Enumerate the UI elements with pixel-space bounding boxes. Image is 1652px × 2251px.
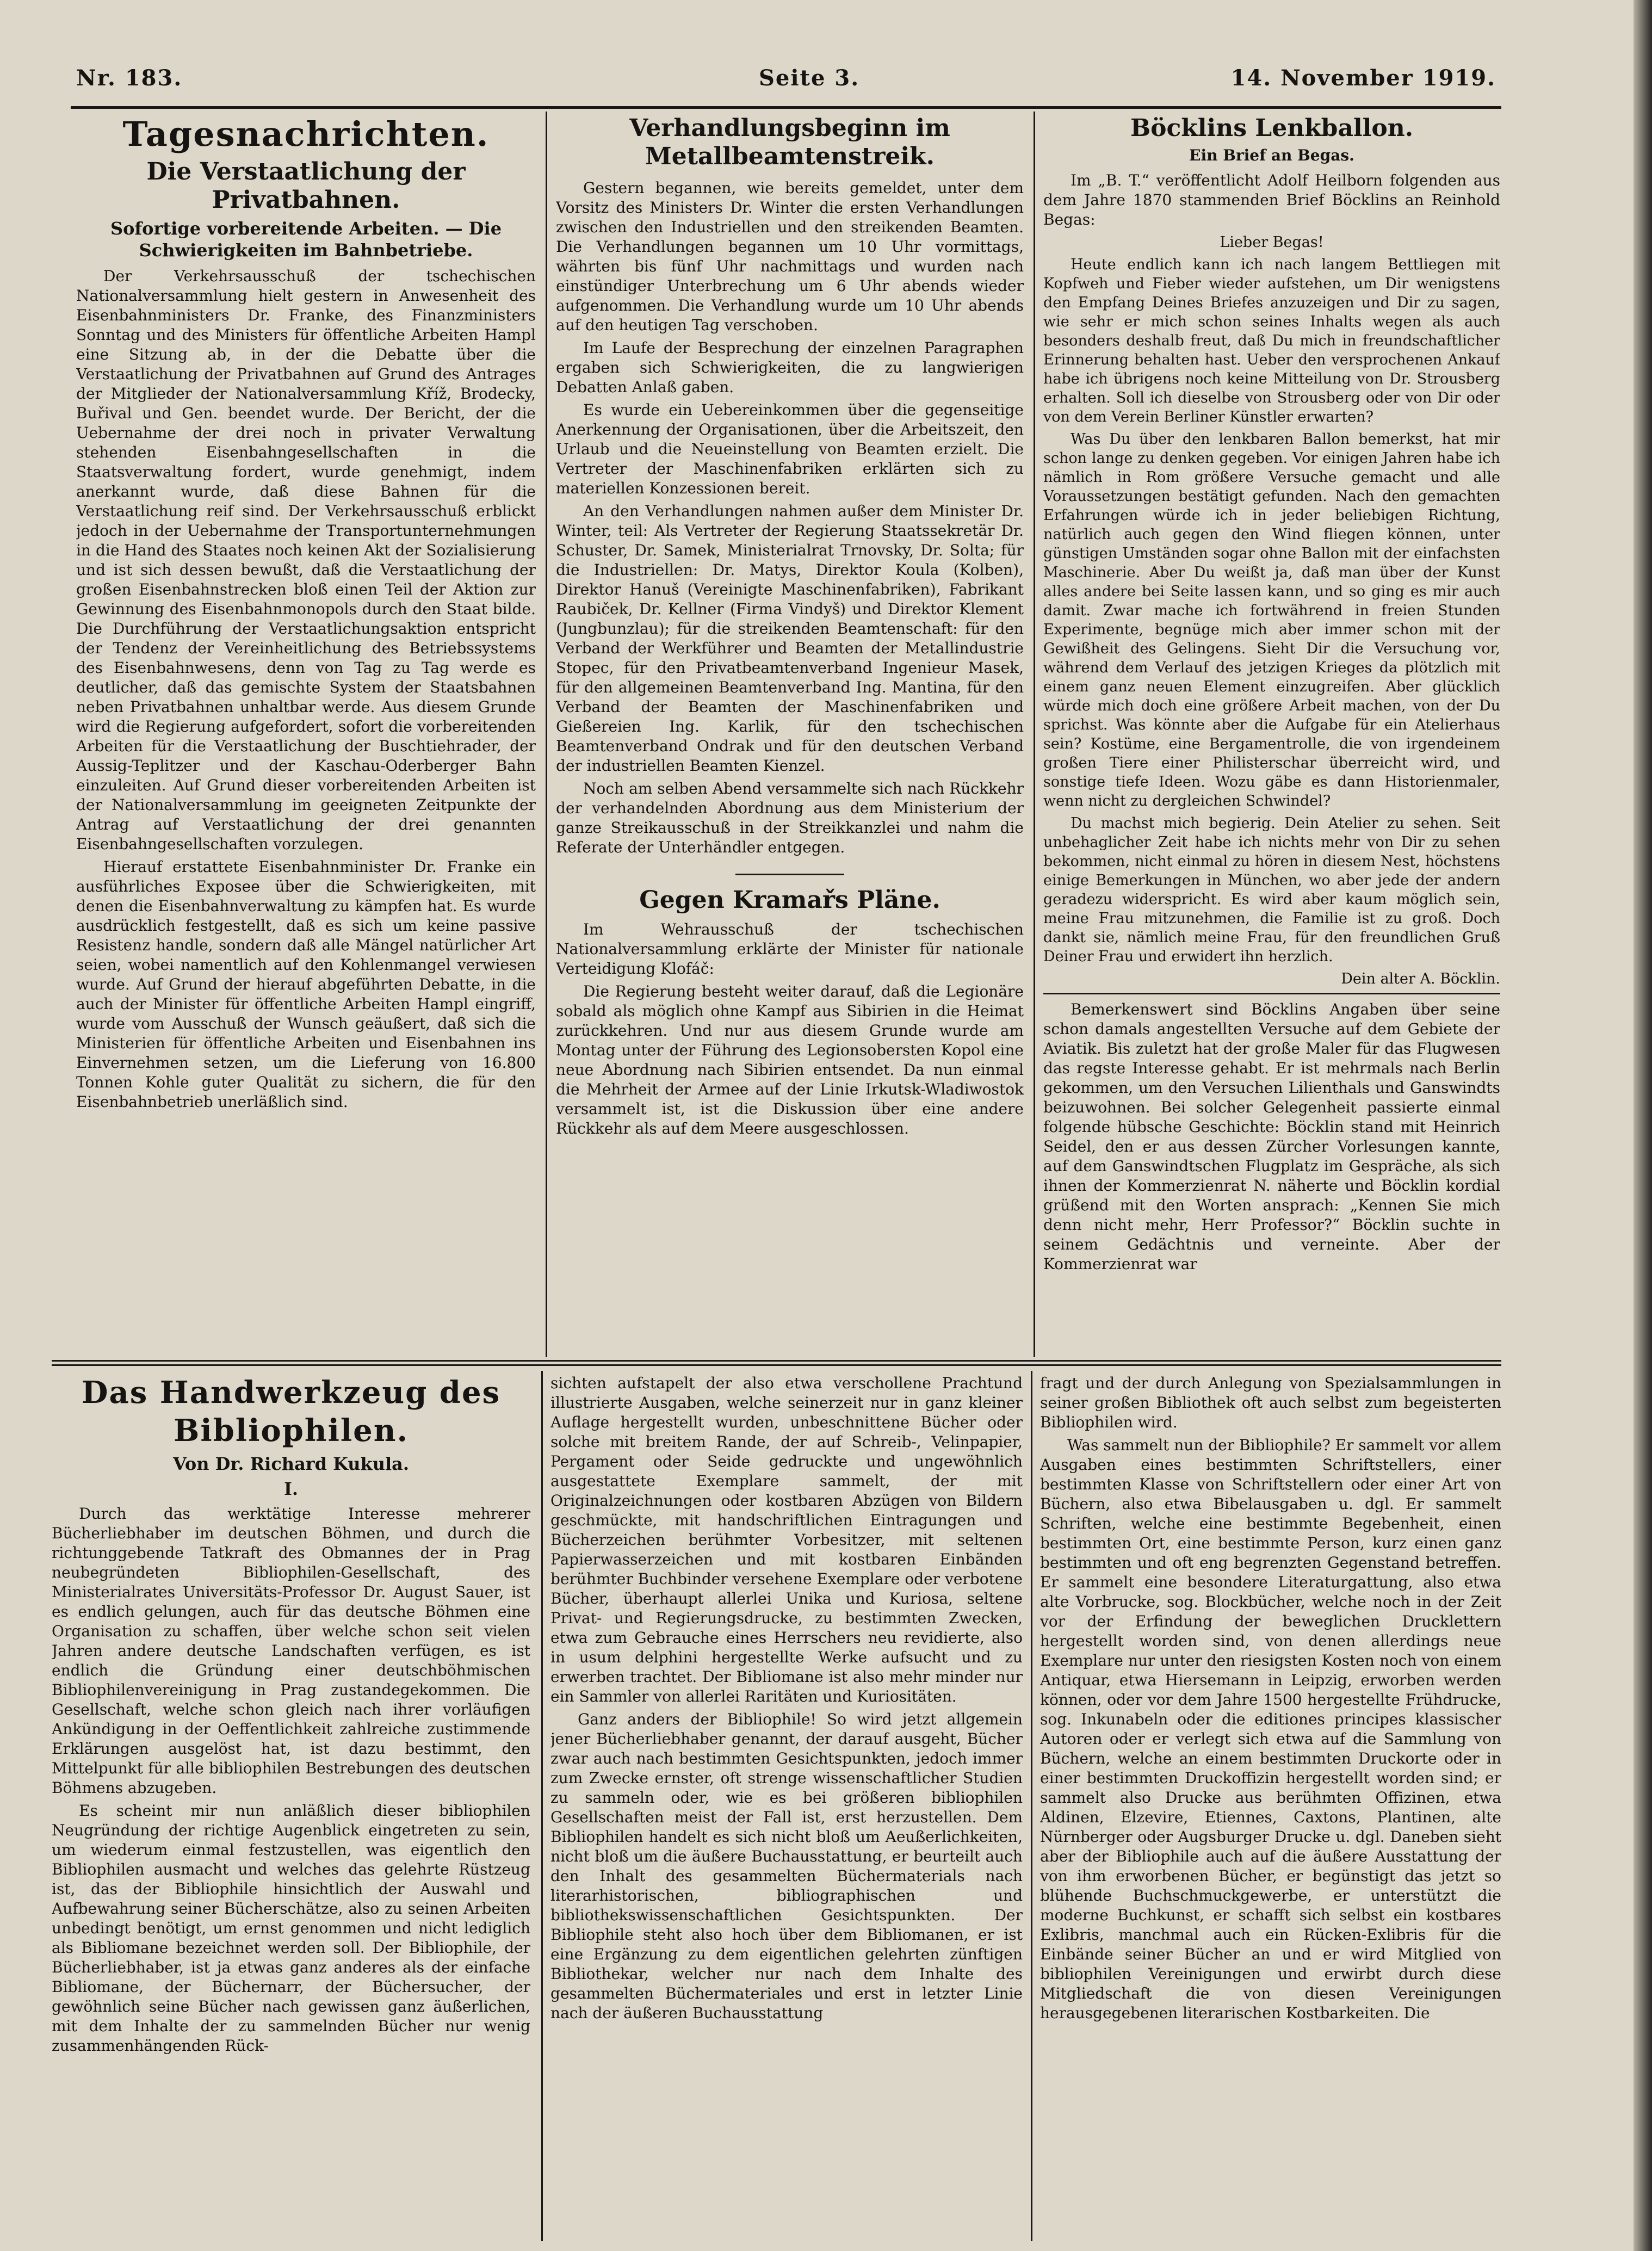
article-paragraph: fragt und der durch Anlegung von Spezialsammlungen in seiner großen Bibliothek oft auch selbst zum begeisterten Bibliophilen wird. (1040, 1374, 1501, 1431)
article-paragraph: Im Wehrausschuß der tschechischen Nationalversammlung erklärte der Minister für nationale Verteidigung Klofáč: (556, 920, 1024, 978)
feuilleton-section: I. (283, 1479, 299, 1499)
issue-number: Nr. 183. (76, 65, 183, 91)
article-title: Verhandlungsbeginn im Metallbeamtenstreik. (629, 114, 950, 170)
letter-paragraph: Was Du über den lenkbaren Ballon bemerkst, hat mir schon lange zu denken gegeben. Vor einigen Jahren habe ich nämlich in Rom größere Versuche gemacht und alle Voraussetzungen bestätigt gefunden. Nach den gemachten Erfahrungen würde ich in jeder beliebigen Richtung, natürlich auch gegen den Wind fliegen können, unter günstigen Umständen sogar ohne Ballon mit der einfachsten Maschinerie. Aber Du weißt ja, daß man über der Kunst alles andere bei Seite lassen kann, und so ging es mir auch damit. Zwar mache ich fortwährend in freien Stunden Experimente, begnüge mich aber immer schon mit der Gewißheit des Gelingens. Sieht Dir die Versuchung vor, während dem Verlauf des jetzigen Krieges da plötzlich mit einem ganz neuen Element einzugreifen. Aber glücklich würde mich doch eine größere Arbeit machen, von der Du sprichst. Was könnte aber die Aufgabe für ein Atelierhaus sein? Kostüme, eine Bergamentrolle, die von irgendeinem großen Tiere einer Philisterschar überreicht wird, und sonstige tiefe Ideen. Wozu gäbe es dann Historienmaler, wenn nicht zu dergleichen Schwindel? (1043, 431, 1500, 809)
issue-date: 14. November 1919. (1230, 65, 1496, 91)
section-divider-bottom (52, 1364, 1501, 1366)
article-paragraph: Was sammelt nun der Bibliophile? Er sammelt vor allem Ausgaben eines bestimmten Schriftstellers, einer bestimmten Klasse von Schriftstellern oder einer Art von Büchern, also etwa Bibelausgaben u. dgl. Er sammelt Schriften, welche eine bestimmte Begebenheit, einen bestimmten Ort, eine bestimmte Person, kurz einen ganz bestimmten und oft eng begrenzten Gegenstand betreffen. Er sammelt eine besondere Literaturgattung, also etwa alte Vorbrucke, sog. Blockbücher, welche noch in der Zeit vor der Erfindung der beweglichen Drucklettern hergestellt worden sind, von denen allerdings neue Exemplare nur unter den riesigsten Kosten noch von einem Antiquar, etwa Hiersemann in Leipzig, erworben werden können, oder vor dem Jahre 1500 hergestellte Frühdrucke, sog. Inkunabeln oder die editiones principes klassischer Autoren oder er verlegt sich etwa auf die Sammlung von Büchern, welche an einem bestimmten Druckorte oder in einer bestimmten Druckoffizin hergestellt worden sind; er sammelt also Drucke aus berühmten Offizinen, etwa Aldinen, Elzevire, Etiennes, Caxtons, Plantinen, alte Nürnberger oder Augsburger Drucke u. dgl. Daneben sieht aber der Bibliophile auch auf die äußere Ausstattung der von ihm erworbenen Bücher, er begünstigt das jetzt so blühende Buchschmuckgewerbe, er unterstützt die moderne Buchkunst, er schafft sich selbst ein kostbares Exlibris, manchmal auch ein Rücken-Exlibris für die Einbände seiner Bücher an und er wird Mitglied von bibliophilen Vereinigungen und erwirbt durch diese Mitgliedschaft die von diesen Vereinigungen herausgegebenen literarischen Kostbarkeiten. Die (1040, 1436, 1501, 2022)
letter-salutation: Lieber Begas! (1220, 234, 1324, 251)
page-header (76, 65, 1496, 103)
header-rule (71, 106, 1501, 109)
section-divider-top (52, 1360, 1501, 1362)
article-paragraph: Es scheint mir nun anläßlich dieser bibliophilen Neugründung der richtige Augenblick eingetreten zu sein, um wiederum einmal festzustellen, was eigentlich den Bibliophilen ausmacht und welches das gelehrte Rüstzeug ist, das der Bibliophile hinsichtlich der Auswahl und Aufbewahrung seiner Bücherschätze, also zu seinen Arbeiten unbedingt benötigt, um ernst genommen und nicht lediglich als Bibliomane bezeichnet werden soll. Der Bibliophile, der Bücherliebhaber, ist ja etwas ganz anderes als der einfache Bibliomane, der Büchernarr, der Büchersucher, der gewöhnlich seine Bücher nach gewissen ganz äußerlichen, mit dem Inhalte der zu sammelnden Bücher nur wenig zusammenhängenden Rück- (52, 1802, 530, 2055)
page-number: Seite 3. (759, 65, 860, 91)
article-paragraph: Die Regierung besteht weiter darauf, daß die Legionäre sobald als möglich ohne Kampf aus Sibirien in die Heimat zurückkehren. Und nur aus diesem Grunde wurde am Montag unter der Führung des Legionsobersten Kopol eine neue Abordnung nach Sibirien entsendet. Da nun einmal die Mehrheit der Armee auf der Linie Irkutsk-Wladiwostok versammelt ist, ist die Diskussion über eine andere Rückkehr als auf dem Meere ausgeschlossen. (556, 982, 1024, 1137)
article-paragraph: Gestern begannen, wie bereits gemeldet, unter dem Vorsitz des Ministers Dr. Winter die ersten Verhandlungen zwischen den Industriellen und den streikenden Beamten. Die Verhandlungen begannen um 10 Uhr vormittags, währten bis fünf Uhr nachmittags und wurden nach einstündiger Unterbrechung um 6 Uhr abends wieder aufgenommen. Die Verhandlung wurde um 10 Uhr abends auf den heutigen Tag verschoben. (556, 179, 1024, 334)
article-paragraph: Hierauf erstattete Eisenbahnminister Dr. Franke ein ausführliches Exposee über die Schwierigkeiten, mit denen die Eisenbahnverwaltung zu kämpfen hat. Es wurde ausdrücklich festgestellt, daß es sich um keine passive Resistenz handle, sondern daß alle Mängel natürlicher Art seien, wobei namentlich auf den Kohlenmangel verwiesen wurde. Auf Grund der hierauf abgeführten Debatte, in die auch der Minister für öffentliche Arbeiten Hampl eingriff, wurde vom Ausschuß der Wunsch geäußert, daß sich die Ministerien für öffentliche Arbeiten und Eisenbahnen ins Einvernehmen setzen, um die Lieferung von 16.800 Tonnen Kohle guter Qualität zu sichern, die für den Eisenbahnbetrieb unerläßlich sind. (76, 858, 536, 1111)
article-title: Böcklins Lenkballon. (1130, 114, 1414, 142)
article-separator (1043, 993, 1500, 994)
article-paragraph: Der Verkehrsausschuß der tschechischen Nationalversammlung hielt gestern in Anwesenheit des Eisenbahnministers Dr. Franke, des Finanzministers Sonntag und des Ministers für öffentliche Arbeiten Hampl eine Sitzung ab, in der die Debatte über die Verstaatlichung der Privatbahnen auf Grund des Antrages der Mitglieder der Nationalversammlung Kříž, Brodecky, Buřival und Gen. beendet wurde. Der Bericht, der die Uebernahme der drei noch in privater Verwaltung stehenden Eisenbahngesellschaften in die Staatsverwaltung fordert, wurde genehmigt, indem anerkannt wurde, daß diese Bahnen für die Verstaatlichung reif sind. Der Verkehrsausschuß erblickt jedoch in der Uebernahme der Transportunternehmungen in die Hand des Staates noch keinen Akt der Sozialisierung und ist sich dessen bewußt, daß die Verstaatlichung der großen Eisenbahnstrecken bloß einen Teil der Aktion zur Gewinnung des Eisenbahnmonopols durch den Staat bilde. Die Durchführung der Verstaatlichungsaktion entspricht der Tendenz der Vereinheitlichung des Betriebssystems des Eisenbahnwesens, denn von Tag zu Tag werde es deutlicher, daß das gemischte System der Staatsbahnen neben Privatbahnen unhaltbar werde. Aus diesem Grunde wird die Regierung aufgefordert, sofort die vorbereitenden Arbeiten für die Verstaatlichung der Buschtiehrader, der Aussig-Teplitzer und der Kaschau-Oderberger Bahn einzuleiten. Auf Grund dieser vorbereitenden Arbeiten ist der Nationalversammlung im geeigneten Zeitpunkte der Antrag auf Verstaatlichung der drei genannten Eisenbahngesellschaften vorzulegen. (76, 267, 536, 853)
column-bibliophile-2 (550, 1374, 1023, 2241)
letter-paragraph: Heute endlich kann ich nach langem Bettliegen mit Kopfweh und Fieber wieder aufstehen, um Dir wenigstens den Empfang Deines Briefes anzuzeigen und Dir zu sagen, wie sehr er mich schon seines Inhalts wegen als auch besonders deshalb freut, daß Du mich in freundschaftlicher Erinnerung behalten hast. Ueber den versprochenen Ankauf habe ich übrigens noch keine Mitteilung von Dr. Strousberg erhalten. Soll ich dieselbe von Strousberg oder von Dir oder von dem Verein Berliner Künstler erwarten? (1043, 256, 1500, 425)
article-subtitle: Sofortige vorbereitende Arbeiten. — Die Schwierigkeiten im Bahnbetriebe. (110, 218, 502, 261)
column-metallbeamtenstreik (556, 114, 1024, 1357)
article-title: Die Verstaatlichung der Privatbahnen. (146, 158, 466, 214)
section-headline: Tagesnachrichten. (122, 114, 490, 154)
article-paragraph: An den Verhandlungen nahmen außer dem Minister Dr. Winter, teil: Als Vertreter der Regierung Staatssekretär Dr. Schuster, Dr. Samek, Ministerialrat Trnovsky, Dr. Solta; für die Industriellen: Dr. Matys, Direktor Koula (Kolben), Direktor Hanuš (Vereinigte Maschinenfabriken), Fabrikant Raubiček, Dr. Kellner (Firma Vindyš) und Direktor Klement (Jungbunzlau); für die streikenden Beamtenschaft: für den Verband der Werkführer und Beamten der Metallindustrie Stopec, für den Privatbeamtenverband Ingenieur Masek, für den allgemeinen Beamtenverband Ing. Mantina, für den Verband der Beamten der Maschinenfabriken und Gießereien Ing. Karlik, für den tschechischen Beamtenverband Ondrak und für den deutschen Verband der industriellen Beamten Kienzel. (556, 502, 1024, 775)
page-spine-shadow (1634, 0, 1652, 2251)
letter-paragraph: Du machst mich begierig. Dein Atelier zu sehen. Seit unbehaglicher Zeit habe ich nichts mehr von Dir zu sehen bekommen, nicht einmal zu hören in diesem Nest, höchstens einige Bemerkungen in München, wo aber jede der andern geradezu widerspricht. Es wird aber kaum möglich sein, meine Frau mitzunehmen, die Familie ist zu groß. Doch dankt sie, nämlich meine Frau, für den freundlichen Gruß Deiner Frau und erwidert ihn herzlich. (1043, 815, 1500, 965)
article-paragraph: Ganz anders der Bibliophile! So wird jetzt allgemein jener Bücherliebhaber genannt, der darauf ausgeht, Bücher zwar auch nach bestimmten Gesichtspunkten, jedoch immer zum Zwecke ernster, oft strenge wissenschaftlicher Studien zu sammeln oder, wie es bei größeren bibliophilen Gesellschaften meist der Fall ist, erst herzustellen. Dem Bibliophilen handelt es sich nicht bloß um Aeußerlichkeiten, nicht bloß um die äußere Buchausstattung, er beurteilt auch den Inhalt des gesammelten Büchermaterials nach literarhistorischen, bibliographischen und bibliothekswissenschaftlichen Gesichtspunkten. Der Bibliophile steht also hoch über dem Bibliomanen, er ist eine Ergänzung zu dem eigentlichen gelehrten zünftigen Bibliothekar, welcher nur nach dem Inhalte des gesammelten Büchermateriales und erst in letzter Linie nach der äußeren Buchausstattung (550, 1710, 1023, 2022)
column-divider-1 (546, 112, 547, 1357)
column-boecklin (1043, 114, 1500, 1357)
article-paragraph: Im „B. T.“ veröffentlicht Adolf Heilborn folgenden aus dem Jahre 1870 stammenden Brief Böcklins an Reinhold Begas: (1043, 171, 1500, 228)
article-paragraph: sichten aufstapelt der also etwa verschollene Prachtund illustrierte Ausgaben, welche seinerzeit nur in ganz kleiner Auflage hergestellt wurden, unbeschnittene Bücher oder solche mit breitem Rande, der auf Schreib-, Velinpapier, Pergament oder Seide gedruckte und ungewöhnlich ausgestattete Exemplare sammelt, der mit Originalzeichnungen oder kostbaren Abzügen von Bildern geschmückte, mit handschriftlichen Eintragungen und Bücherzeichen berühmter Vorbesitzer, mit seltenen Papierwasserzeichen und mit kostbaren Einbänden berühmter Buchbinder versehene Exemplare oder verbotene Bücher, überhaupt allerlei Unika und Kuriosa, seltene Privat- und Regierungsdrucke, zu bestimmten Zwecken, etwa zum Gebrauche eines Herrschers neu revidierte, also in usum delphini hergestellte Werke aufsucht und zu erwerben trachtet. Der Bibliomane ist also mehr minder nur ein Sammler von allerlei Raritäten und Kuriositäten. (550, 1374, 1023, 1705)
feuilleton-author: Von Dr. Richard Kukula. (172, 1454, 410, 1474)
column-divider-2 (1034, 112, 1035, 1357)
column-bibliophile-3 (1040, 1374, 1501, 2241)
column-tagesnachrichten (76, 114, 536, 1357)
feuilleton-headline: Das Handwerkzeug des Bibliophilen. (81, 1375, 501, 1449)
article-paragraph: Bemerkenswert sind Böcklins Angaben über seine schon damals angestellten Versuche auf dem Gebiete der Aviatik. Bis zuletzt hat der große Maler für das Flugwesen das regste Interesse gehabt. Er ist mehrmals nach Berlin gekommen, um den Versuchen Lilienthals und Ganswindts beizuwohnen. Bei solcher Gelegenheit passierte einmal folgende hübsche Geschichte: Böcklin stand mit Heinrich Seidel, den er aus dessen Zürcher Vorlesungen kannte, auf dem Ganswindtschen Flugplatz im Gespräche, als sich ihnen der Kommerzienrat N. näherte und Böcklin kordial grüßend mit den Worten ansprach: „Kennen Sie mich denn nicht mehr, Herr Professor?“ Böcklin suchte in seinem Gedächtnis und verneinte. Aber der Kommerzienrat war (1043, 1000, 1500, 1273)
article-subtitle: Ein Brief an Begas. (1189, 146, 1354, 164)
article-paragraph: Durch das werktätige Interesse mehrerer Bücherliebhaber im deutschen Böhmen, und durch die richtunggebende Tatkraft des Obmannes der in Prag neubegründeten Bibliophilen-Gesellschaft, des Ministerialrates Universitäts-Professor Dr. August Sauer, ist es endlich gelungen, auch für das deutsche Böhmen eine Organisation zu schaffen, über welche schon seit vielen Jahren andere deutsche Landschaften verfügen, es ist endlich die Gründung einer deutschböhmischen Bibliophilenvereinigung in Prag zustandegekommen. Die Gesellschaft, welche schon gleich nach ihrer vorläufigen Ankündigung in der Oeffentlichkeit zahlreiche zustimmende Erklärungen ausgelöst hat, ist dazu bestimmt, den Mittelpunkt für alle bibliophilen Bestrebungen des deutschen Böhmens abzugeben. (52, 1505, 530, 1797)
letter-signature: Dein alter A. Böcklin. (1341, 970, 1500, 987)
article-title: Gegen Kramařs Pläne. (639, 886, 941, 914)
article-paragraph: Im Laufe der Besprechung der einzelnen Paragraphen ergaben sich Schwierigkeiten, die zu langwierigen Debatten Anlaß gaben. (556, 339, 1024, 396)
column-divider-3 (541, 1371, 543, 2241)
article-paragraph: Es wurde ein Uebereinkommen über die gegenseitige Anerkennung der Organisationen, über die Arbeitszeit, den Urlaub und die Neueinstellung von Beamten erzielt. Die Vertreter der Maschinenfabriken erklärten sich zu materiellen Konzessionen bereit. (556, 401, 1024, 497)
article-paragraph: Noch am selben Abend versammelte sich nach Rückkehr der verhandelnden Abordnung aus dem Ministerium der ganze Streikausschuß in der Streikkanzlei und nahm die Referate der Unterhändler entgegen. (556, 780, 1024, 856)
article-separator (735, 874, 844, 875)
column-bibliophile-1 (52, 1374, 530, 2241)
column-divider-4 (1031, 1371, 1032, 2241)
